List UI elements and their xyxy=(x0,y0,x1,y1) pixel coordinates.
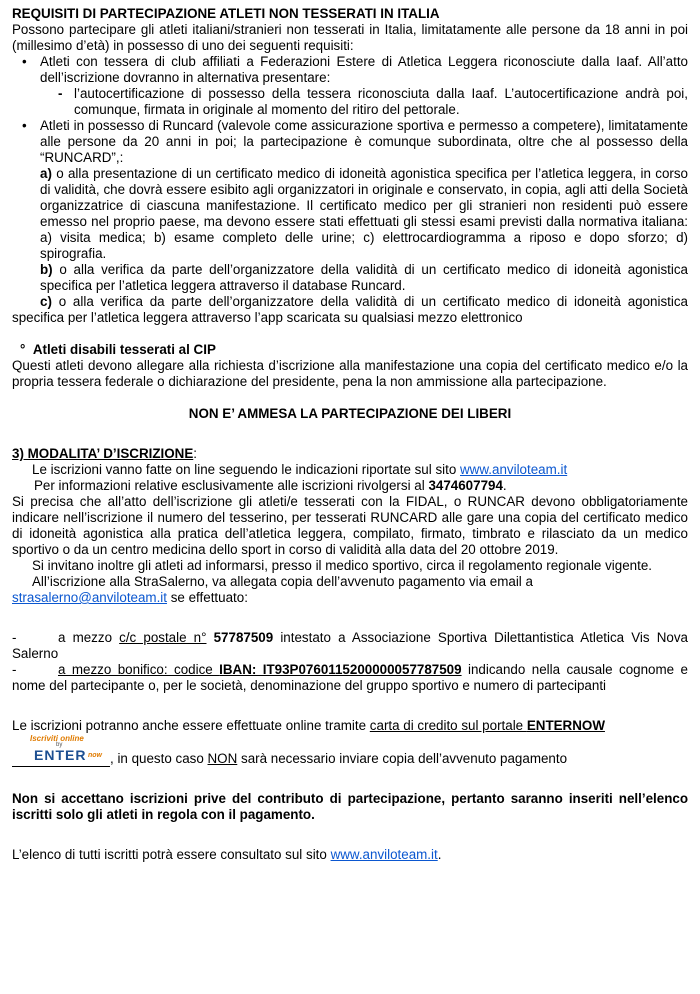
degree-marker: ° xyxy=(20,342,26,357)
email-post: se effettuato: xyxy=(167,590,248,605)
iscrizioni-online-text: Le iscrizioni vanno fatte on line seguendo le indicazioni riportate sul sito xyxy=(32,462,461,477)
sub-item-autocertificazione-text: l’autocertificazione di possesso della tessera riconosciuta dalla Iaaf. L’autocertificazione andrà poi, comunque, firmata in originale al momento del ritiro del pettorale. xyxy=(74,86,688,117)
info-text: Per informazioni relative esclusivamente alle iscrizioni rivolgersi al xyxy=(34,478,429,493)
option-c-text: o alla verifica da parte dell’organizzatore della validità di un certificato medico di idoneità agonistica specifica per l’atletica leggera attraverso l’app scaricata su qualsiasi mezzo elettronico xyxy=(12,294,688,325)
email-link[interactable]: strasalerno@anviloteam.it xyxy=(12,590,168,605)
bullet-dot: • xyxy=(22,118,27,133)
payment-dash: - xyxy=(12,662,17,677)
logo-iscriviti: Iscriviti online xyxy=(30,734,84,743)
ccp-number: 57787509 xyxy=(206,630,274,645)
payment-postale-post: intestato a Associazione Sportiva Dilettantistica Atletica Vis Nova Salerno xyxy=(12,630,688,661)
regolamento-paragraph: Si invitano inoltre gli atleti ad informarsi, presso il medico sportivo, circa il regolamento regionale vigente. xyxy=(32,558,652,573)
payment-bonifico-post: indicando nella causale cognome e nome del partecipante o, per le società, denominazione del gruppo sportivo e numero di partecipanti xyxy=(12,662,688,693)
phone-number: 3474607794 xyxy=(428,478,503,493)
info-post: . xyxy=(502,478,507,493)
enternow-pre: , in questo caso xyxy=(110,751,208,766)
option-a xyxy=(12,166,688,262)
enternow-logo[interactable] xyxy=(12,736,110,767)
bullet-runcard xyxy=(12,118,688,166)
disabili-paragraph: Questi atleti devono allegare alla richiesta d’iscrizione alla manifestazione una copia del certificato medico e/o la propria tessera federale o dichiarazione del presidente, pena la non ammissione alla partecipazione. xyxy=(12,358,688,389)
bonifico-label: a mezzo bonifico: codice xyxy=(58,662,220,677)
option-b xyxy=(12,262,688,294)
tesserino-paragraph: Si precisa che all’atto dell’iscrizione gli atleti/e tesserati con la FIDAL, o RUNCAR devono obbligatoriamente indicare nell’iscrizione il numero del tesserino, per tesserati RUNCARD alle gare una copia del certificato medico di idoneità agonistica alla pratica dell’atletica leggera, compilato, firmato, timbrato e rilasciato da un medico sportivo o da un centro medicina dello sport in corso di validità alla data del 20 ottobre 2019. xyxy=(12,494,688,557)
email-line xyxy=(12,590,688,606)
payment-postale-pre: a mezzo xyxy=(58,630,120,645)
heading-non-tesserati: REQUISITI DI PARTECIPAZIONE ATLETI NON TESSERATI IN ITALIA xyxy=(12,6,440,21)
option-c-label: c) xyxy=(40,294,52,309)
enternow-label: ENTERNOW xyxy=(526,718,605,733)
bullet-dot: • xyxy=(22,54,27,69)
bullet-tessera-estera-text: Atleti con tessera di club affiliati a Federazioni Estere di Atletica Leggera riconosciute dalla Iaaf. All’atto dell’iscrizione dovranno in alternativa presentare: xyxy=(40,54,688,85)
logo-enter: ENTER xyxy=(34,747,87,763)
option-a-text: o alla presentazione di un certificato medico di idoneità agonistica specifica per l’atletica leggera, in corso di validità, che dovrà essere esibito agli organizzatori in originale e conservato, in copia, agli atti della Società organizzatrice di ciascuna manifestazione. Il certificato medico per gli stranieri non residenti può essere emesso nel proprio paese, ma devono essere stati effettuati gli stessi esami previsti dalla normativa italiana: a) visita medica; b) esame completo delle urine; c) elettrocardiogramma a riposo e dopo sforzo; d) spirografia. xyxy=(40,166,688,261)
pagamento-paragraph: All’iscrizione alla StraSalerno, va allegata copia dell’avvenuto pagamento via email a xyxy=(32,574,533,589)
payment-bonifico xyxy=(12,662,688,694)
heading-iscrizione xyxy=(12,446,688,462)
online-payment-pre: Le iscrizioni potranno anche essere effettuate online tramite xyxy=(12,718,370,733)
ccp-label: c/c postale n° xyxy=(119,630,207,645)
iban-code: IBAN: IT93P0760115200000057787509 xyxy=(219,662,462,677)
option-b-text: o alla verifica da parte dell’organizzatore della validità di un certificato medico di idoneità agonistica specifica per l’atletica leggera attraverso il database Runcard. xyxy=(40,262,688,293)
carta-credito: carta di credito sul portale xyxy=(369,718,527,733)
enternow-post: sarà necessario inviare copia dell’avvenuto pagamento xyxy=(237,751,568,766)
online-payment-line xyxy=(12,718,688,734)
enternow-line xyxy=(12,736,688,767)
elenco-line xyxy=(12,847,688,863)
heading-colon: : xyxy=(193,446,198,461)
iscrizioni-online-paragraph xyxy=(12,462,688,478)
bullet-runcard-text: Atleti in possesso di Runcard (valevole come assicurazione sportiva e permesso a competere), limitatamente alle persone da 20 anni in poi; la partecipazione è comunque subordinata, oltre che al possesso della “RUNCARD”,: xyxy=(40,118,688,165)
heading-disabili-text: Atleti disabili tesserati al CIP xyxy=(32,342,216,357)
heading-disabili xyxy=(12,342,688,358)
payment-dash: - xyxy=(12,630,17,645)
option-b-label: b) xyxy=(40,262,53,277)
option-c xyxy=(12,294,688,326)
site-link[interactable]: www.anviloteam.it xyxy=(460,462,568,477)
info-paragraph xyxy=(12,478,688,494)
logo-now: now xyxy=(88,752,102,759)
elenco-post: . xyxy=(437,847,442,862)
option-a-label: a) xyxy=(40,166,52,181)
intro-paragraph: Possono partecipare gli atleti italiani/stranieri non tesserati in Italia, limitatamente alle persone da 18 anni in poi (millesimo d’età) in possesso di uno dei seguenti requisiti: xyxy=(12,22,688,53)
warning-paragraph: Non si accettano iscrizioni prive del contributo di partecipazione, pertanto saranno inseriti nell’elenco iscritti solo gli atleti in regola con il pagamento. xyxy=(12,791,688,822)
elenco-site-link[interactable]: www.anviloteam.it xyxy=(330,847,438,862)
bullet-tessera-estera xyxy=(12,54,688,86)
no-liberi-notice: NON E’ AMMESA LA PARTECIPAZIONE DEI LIBERI xyxy=(188,406,512,421)
elenco-pre: L’elenco di tutti iscritti potrà essere consultato sul sito xyxy=(12,847,331,862)
sub-item-autocertificazione xyxy=(12,86,688,118)
non-label: NON xyxy=(207,751,238,766)
logo-by: by xyxy=(56,742,63,748)
payment-postale xyxy=(12,630,688,662)
heading-iscrizione-text: 3) MODALITA’ D’ISCRIZIONE xyxy=(12,446,194,461)
sub-dash: - xyxy=(58,86,63,101)
